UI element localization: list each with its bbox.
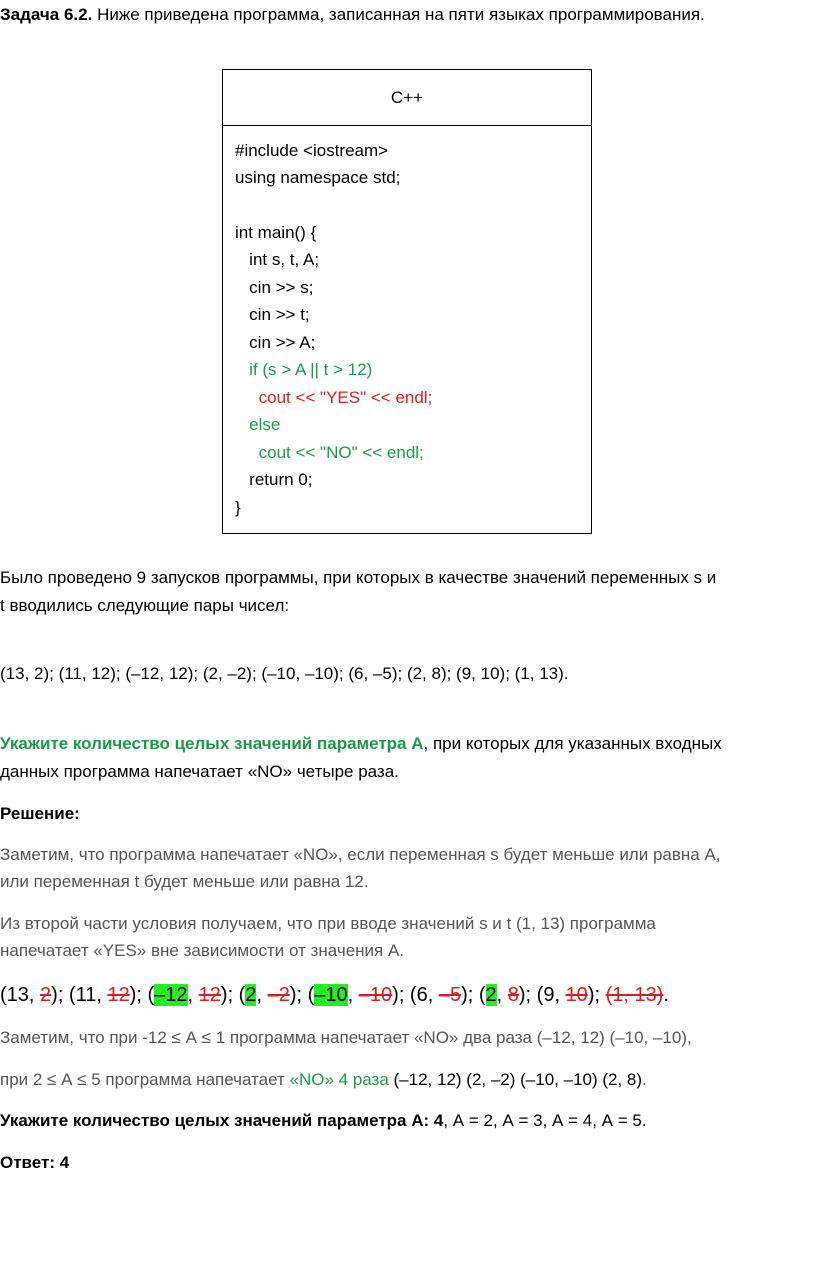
solution-p3: Заметим, что при -12 ≤ А ≤ 1 программа напечатает «NO» два раза (–12, 12) (–10, –10), [0, 1028, 692, 1047]
code-line: } [235, 498, 241, 517]
pair-text: ); ( [129, 984, 155, 1006]
p4-dot: . [642, 1070, 647, 1089]
pair-struck: 10 [565, 984, 588, 1006]
runs-pairs: (13, 2); (11, 12); (–12, 12); (2, –2); (–10, –10); (6, –5); (2, 8); (9, 10); (1, 13). [0, 664, 569, 683]
pair-highlight: 2 [485, 984, 497, 1006]
code-line: cin >> t; [235, 305, 310, 324]
pair-text: ); (6, [392, 984, 439, 1006]
pair-text: . [663, 984, 669, 1006]
pair-struck: –2 [267, 984, 290, 1006]
code-line-no: cout << "NO" << endl; [235, 443, 424, 462]
pair-struck: 2 [40, 984, 52, 1006]
p4-no-count: «NO» 4 раза [289, 1070, 389, 1089]
pair-highlight: –12 [154, 984, 188, 1006]
pair-text: ); (9, [518, 984, 566, 1006]
code-line: int main() { [235, 223, 317, 242]
count-values: , А = 2, А = 3, А = 4, А = 5. [443, 1111, 647, 1130]
p4-text: при 2 ≤ А ≤ 5 программа напечатает [0, 1070, 290, 1089]
question-rest: , при которых для указанных входных [423, 734, 722, 753]
marked-pairs [0, 982, 669, 1008]
question-line-2: данных программа напечатает «NO» четыре раза. [0, 762, 399, 781]
task-title: Задача 6.2. [0, 5, 93, 24]
code-line: cin >> s; [235, 278, 314, 297]
pair-text: ); [587, 984, 606, 1006]
solution-p1-line1: Заметим, что программа напечатает «NO», если переменная s будет меньше или равна А, [0, 845, 721, 864]
code-line-yes: cout << "YES" << endl; [235, 388, 433, 407]
question-highlight: Укажите количество целых значений параметра А [0, 734, 424, 753]
code-line: using namespace std; [235, 168, 401, 187]
task-text: Ниже приведена программа, записанная на пяти языках программирования. [92, 5, 705, 24]
code-box [222, 69, 592, 534]
pair-struck: 8 [507, 984, 519, 1006]
solution-p2-line2: напечатает «YES» вне зависимости от значения А. [0, 941, 405, 960]
pair-struck: –10 [358, 984, 393, 1006]
pair-text: ); (11, [51, 984, 108, 1006]
question-line-1 [0, 733, 722, 755]
code-line-else: else [235, 415, 281, 434]
pair-text: , [187, 984, 199, 1006]
pair-highlight: –10 [314, 984, 348, 1006]
runs-text-2: t вводились следующие пары чисел: [0, 596, 290, 615]
pair-highlight: 2 [245, 984, 257, 1006]
solution-p2-line1: Из второй части условия получаем, что при вводе значений s и t (1, 13) программа [0, 914, 656, 933]
task-title-line [0, 4, 705, 26]
code-language-header: C++ [223, 70, 591, 126]
pair-text: (13, [0, 984, 41, 1006]
pair-text: , [256, 984, 268, 1006]
pair-text: ); ( [220, 984, 246, 1006]
solution-p4 [0, 1069, 647, 1091]
pair-struck: 12 [107, 984, 130, 1006]
code-line-if: if (s > A || t > 12) [235, 360, 373, 379]
code-line: int s, t, A; [235, 250, 320, 269]
answer: Ответ: 4 [0, 1153, 70, 1172]
pair-text: ); ( [461, 984, 486, 1006]
pair-text: ); ( [289, 984, 315, 1006]
pair-struck: –5 [438, 984, 462, 1006]
pair-text: , [496, 984, 508, 1006]
pair-struck: 12 [198, 984, 221, 1006]
pair-text: , [347, 984, 359, 1006]
solution-p1-line2: или переменная t будет меньше или равна 12. [0, 872, 369, 891]
code-line: return 0; [235, 470, 313, 489]
solution-count [0, 1110, 647, 1132]
solution-heading: Решение: [0, 804, 80, 823]
runs-text-1: Было проведено 9 запусков программы, при которых в качестве значений переменных s и [0, 568, 717, 587]
pair-struck: (1, 13) [605, 984, 664, 1006]
p4-pairs: (–12, 12) (2, –2) (–10, –10) (2, 8) [388, 1070, 643, 1089]
code-line: cin >> A; [235, 333, 316, 352]
count-label: Укажите количество целых значений параметра А: 4 [0, 1111, 444, 1130]
code-line: #include <iostream> [235, 141, 389, 160]
